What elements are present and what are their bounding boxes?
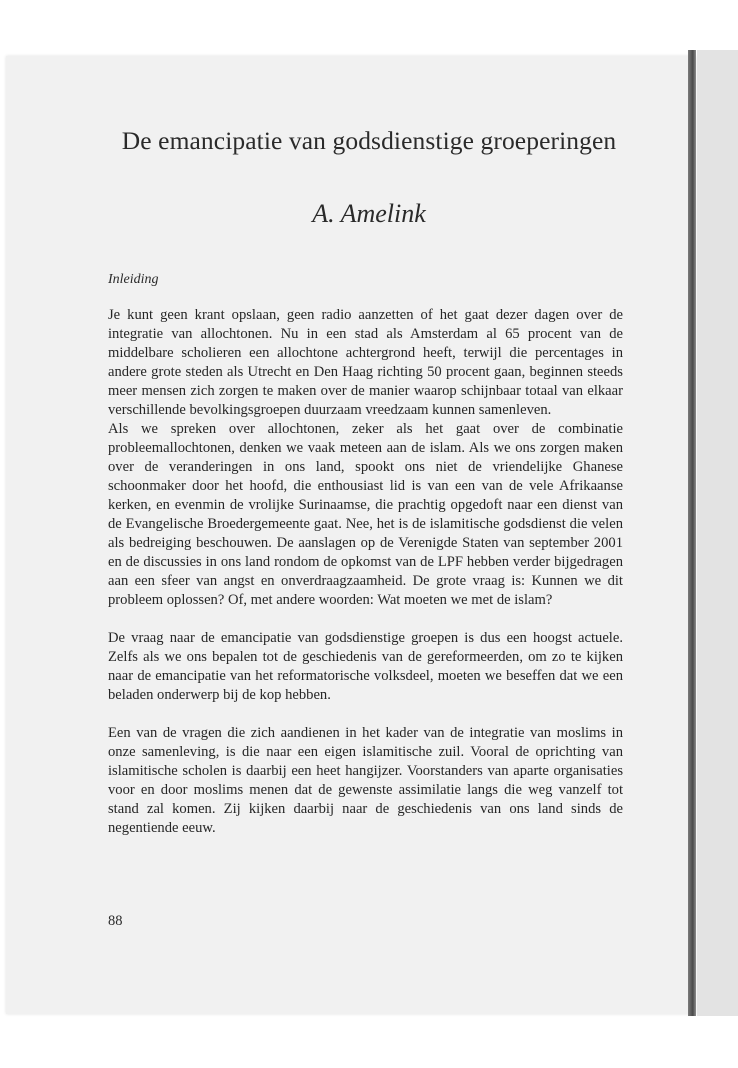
article-body bbox=[108, 306, 623, 838]
section-heading: Inleiding bbox=[108, 272, 159, 287]
paragraph-3: De vraag naar de emancipatie van godsdienstige groepen is dus een hoogst actuele. Zelfs als we ons bepalen tot de geschiedenis van de gereformeerden, om zo te kijken naar de emancipatie van het reformatorische volksdeel, moeten we beseffen dat we een beladen onderwerp bij de kop hebben. bbox=[108, 630, 623, 703]
page-number: 88 bbox=[108, 913, 123, 929]
book-spine-shadow bbox=[688, 50, 696, 1016]
article-author: A. Amelink bbox=[312, 199, 426, 228]
paragraph-1: Je kunt geen krant opslaan, geen radio aanzetten of het gaat dezer dagen over de integratie van allochtonen. Nu in een stad als Amsterdam al 65 procent van de middelbare scholieren een allochtone achtergrond heeft, terwijl die percentages in andere grote steden als Utrecht en Den Haag richting 50 procent gaan, beginnen steeds meer mensen zich zorgen te maken over de manier waarop schijnbaar totaal van elkaar verschillende bevolkingsgroepen duurzaam vreedzaam kunnen samenleven. bbox=[108, 307, 623, 418]
paragraph-4: Een van de vragen die zich aandienen in het kader van de integratie van moslims in onze samenleving, is die naar een eigen islamitische zuil. Vooral de oprichting van islamitische scholen is daarbij een heet hangijzer. Voorstanders van aparte organisaties voor en door moslims menen dat de gewenste assimilatie langs die weg vanzelf tot stand zal komen. Zij kijken daarbij naar de geschiedenis van ons land sinds de negentiende eeuw. bbox=[108, 725, 623, 836]
facing-page-edge bbox=[697, 50, 738, 1016]
article-title: De emancipatie van godsdienstige groeperingen bbox=[121, 126, 617, 155]
paragraph-2: Als we spreken over allochtonen, zeker als het gaat over de combinatie probleemallochtonen, denken we vaak meteen aan de islam. Als we ons zorgen maken over de veranderingen in ons land, spookt ons niet de vriendelijke Ghanese schoonmaker door het hoofd, die enthousiast lid is van een van de vele Afrikaanse kerken, en evenmin de vrolijke Surinaamse, die prachtig opgedoft naar een dienst van de Evangelische Broedergemeente gaat. Nee, het is de islamitische godsdienst die velen als bedreiging beschouwen. De aanslagen op de Verenigde Staten van september 2001 en de discussies in ons land rondom de opkomst van de LPF hebben verder bijgedragen aan een sfeer van angst en onverdraagzaamheid. De grote vraag is: Kunnen we dit probleem oplossen? Of, met andere woorden: Wat moeten we met de islam? bbox=[108, 421, 623, 608]
